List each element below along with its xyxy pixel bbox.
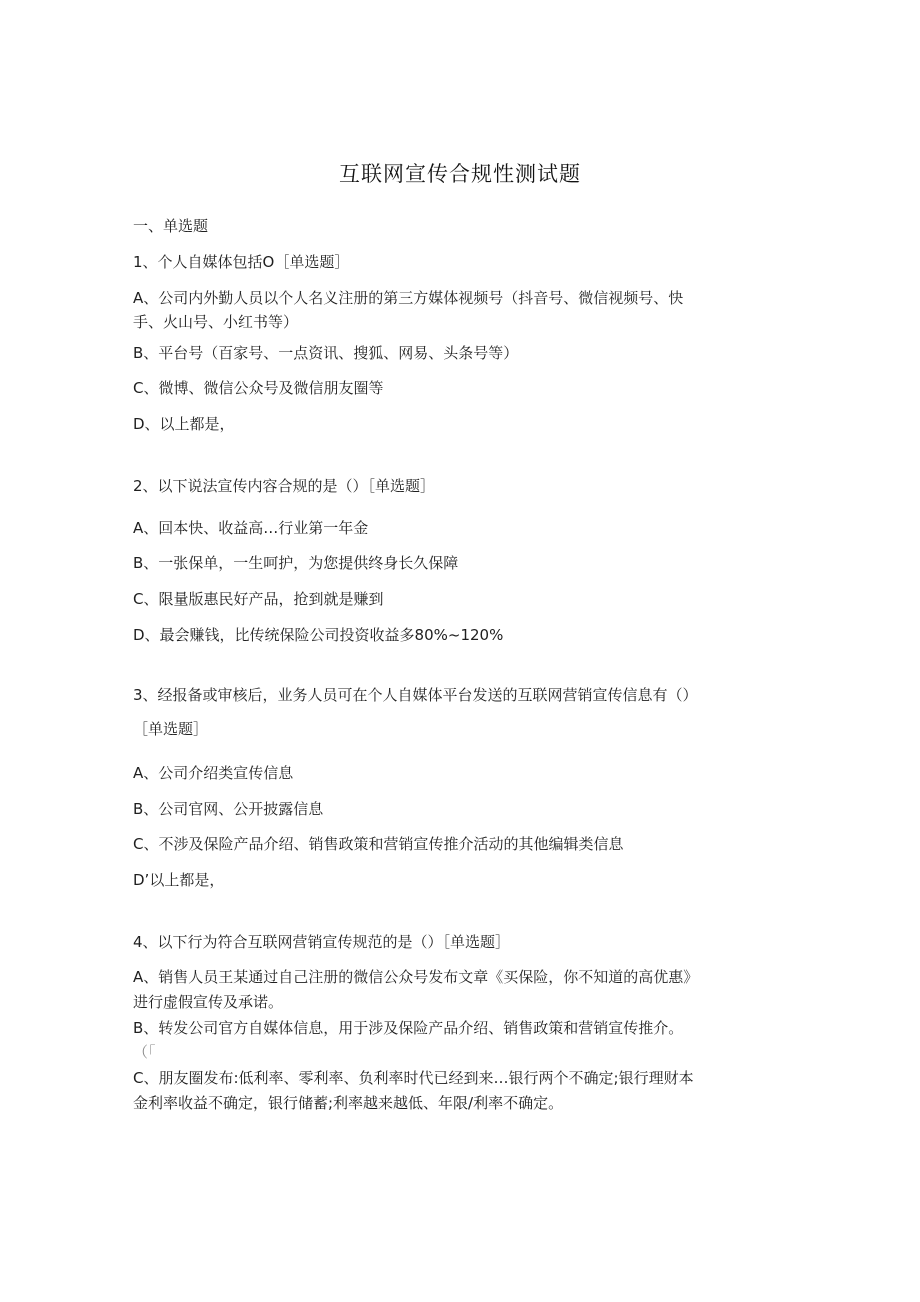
question-1-option-b: B、平台号（百家号、一点资讯、搜狐、网易、头条号等） bbox=[133, 344, 519, 362]
page-title: 互联网宣传合规性测试题 bbox=[339, 162, 581, 186]
question-2-option-b: B、一张保单，一生呵护，为您提供终身长久保障 bbox=[133, 554, 459, 572]
question-3-option-a: A、公司介绍类宣传信息 bbox=[133, 764, 294, 782]
question-4-option-c-cont: 金利率收益不确定，银行储蓄;利率越来越低、年限/利率不确定。 bbox=[133, 1094, 564, 1112]
question-3-stem: 3、经报备或审核后，业务人员可在个人自媒体平台发送的互联网营销宣传信息有（） bbox=[133, 686, 698, 704]
question-4-option-b-cont: （「 bbox=[133, 1043, 156, 1061]
question-2-option-a: A、回本快、收益高…行业第一年金 bbox=[133, 519, 369, 537]
section-heading: 一、单选题 bbox=[133, 217, 209, 235]
question-1-option-d: D、以上都是， bbox=[133, 415, 235, 433]
question-2-option-c: C、限量版惠民好产品，抢到就是赚到 bbox=[133, 590, 384, 608]
question-4-option-b: B、转发公司官方自媒体信息，用于涉及保险产品介绍、销售政策和营销宣传推介。 bbox=[133, 1019, 684, 1037]
question-3-stem-cont: ［单选题］ bbox=[133, 720, 209, 738]
question-2-option-d: D、最会赚钱，比传统保险公司投资收益多80%~120% bbox=[133, 626, 504, 644]
question-3-option-d: D’以上都是， bbox=[133, 871, 225, 889]
question-1-stem: 1、个人自媒体包括O［单选题］ bbox=[133, 253, 350, 271]
question-3-option-c: C、不涉及保险产品介绍、销售政策和营销宣传推介活动的其他编辑类信息 bbox=[133, 835, 624, 853]
question-1-option-c: C、微博、微信公众号及微信朋友圈等 bbox=[133, 379, 384, 397]
question-4-option-a-cont: 进行虚假宣传及承诺。 bbox=[133, 993, 284, 1011]
question-1-option-a: A、公司内外勤人员以个人名义注册的第三方媒体视频号（抖音号、微信视频号、快 bbox=[133, 289, 684, 307]
question-4-stem: 4、以下行为符合互联网营销宣传规范的是（）［单选题］ bbox=[133, 933, 511, 951]
question-4-option-a: A、销售人员王某通过自己注册的微信公众号发布文章《买保险，你不知道的高优惠》 bbox=[133, 968, 699, 986]
question-2-stem: 2、以下说法宣传内容合规的是（）［单选题］ bbox=[133, 477, 436, 495]
question-1-option-a-cont: 手、火山号、小红书等） bbox=[133, 313, 299, 331]
question-3-option-b: B、公司官网、公开披露信息 bbox=[133, 800, 324, 818]
question-4-option-c: C、朋友圈发布:低利率、零利率、负利率时代已经到来…银行两个不确定;银行理财本 bbox=[133, 1069, 694, 1087]
